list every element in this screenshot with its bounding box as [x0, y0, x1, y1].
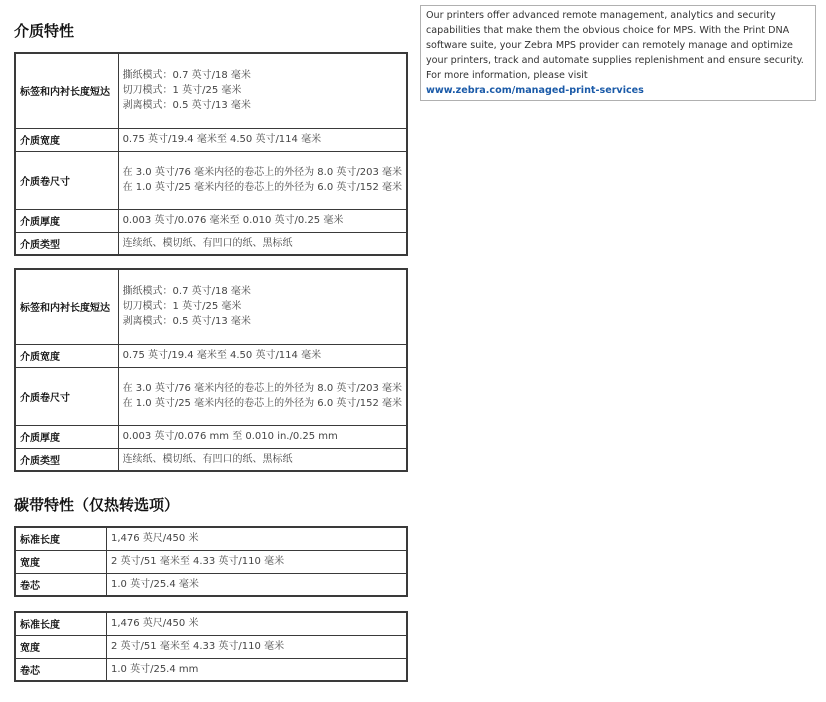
table-row — [15, 269, 407, 344]
table-row — [15, 448, 407, 471]
table-row — [15, 550, 407, 573]
table-row — [15, 612, 407, 635]
spec-value: 在 3.0 英寸/76 毫米内径的卷芯上的外径为 8.0 英寸/203 毫米 在 1.0 英寸/25 毫米内径的卷芯上的外径为 6.0 英寸/152 毫米 — [118, 367, 407, 425]
table-row — [15, 425, 407, 448]
spec-value: 1,476 英尺/450 米 — [107, 612, 408, 635]
table-row — [15, 367, 407, 425]
mps-link[interactable]: www.zebra.com/managed-print-services — [426, 85, 644, 96]
ribbon-section-title: 碳带特性（仅热转选项） — [14, 496, 180, 514]
spec-label: 介质类型 — [15, 448, 118, 471]
spec-value: 1,476 英尺/450 米 — [107, 527, 408, 550]
media-spec-table — [14, 52, 408, 256]
spec-label: 介质宽度 — [15, 128, 118, 151]
table-row — [15, 151, 407, 209]
spec-label: 介质卷尺寸 — [15, 367, 118, 425]
spec-label: 标准长度 — [15, 527, 107, 550]
table-row — [15, 128, 407, 151]
spec-value: 1.0 英寸/25.4 mm — [107, 658, 408, 681]
spec-value: 在 3.0 英寸/76 毫米内径的卷芯上的外径为 8.0 英寸/203 毫米 在 1.0 英寸/25 毫米内径的卷芯上的外径为 6.0 英寸/152 毫米 — [118, 151, 407, 209]
media-section-title: 介质特性 — [14, 22, 75, 40]
spec-label: 卷芯 — [15, 658, 107, 681]
spec-label: 介质厚度 — [15, 209, 118, 232]
table-row — [15, 209, 407, 232]
spec-value: 连续纸、模切纸、有凹口的纸、黑标纸 — [118, 448, 407, 471]
spec-label: 卷芯 — [15, 573, 107, 596]
spec-value: 0.75 英寸/19.4 毫米至 4.50 英寸/114 毫米 — [118, 344, 407, 367]
spec-value: 2 英寸/51 毫米至 4.33 英寸/110 毫米 — [107, 550, 408, 573]
media-spec-table — [14, 268, 408, 472]
spec-value: 0.003 英寸/0.076 mm 至 0.010 in./0.25 mm — [118, 425, 407, 448]
table-row — [15, 53, 407, 128]
spec-value: 1.0 英寸/25.4 毫米 — [107, 573, 408, 596]
table-row — [15, 344, 407, 367]
table-row — [15, 232, 407, 255]
table-row — [15, 635, 407, 658]
spec-label: 介质宽度 — [15, 344, 118, 367]
spec-label: 标准长度 — [15, 612, 107, 635]
spec-label: 宽度 — [15, 635, 107, 658]
spec-value: 撕纸模式：0.7 英寸/18 毫米 切刀模式：1 英寸/25 毫米 剥离模式：0.5 英寸/13 毫米 — [118, 269, 407, 344]
spec-label: 介质卷尺寸 — [15, 151, 118, 209]
spec-value: 0.75 英寸/19.4 毫米至 4.50 英寸/114 毫米 — [118, 128, 407, 151]
spec-value: 2 英寸/51 毫米至 4.33 英寸/110 毫米 — [107, 635, 408, 658]
mps-info-box — [420, 5, 816, 101]
table-row — [15, 527, 407, 550]
spec-label: 宽度 — [15, 550, 107, 573]
spec-label: 介质类型 — [15, 232, 118, 255]
spec-label: 介质厚度 — [15, 425, 118, 448]
ribbon-spec-table — [14, 611, 408, 682]
spec-value: 连续纸、模切纸、有凹口的纸、黑标纸 — [118, 232, 407, 255]
spec-value: 0.003 英寸/0.076 毫米至 0.010 英寸/0.25 毫米 — [118, 209, 407, 232]
mps-info-text: Our printers offer advanced remote management, analytics and security capabilities that make them the obvious choice for MPS. With the Print DNA software suite, your Zebra MPS provider can remotely manage and optimize your printers, track and automate supplies replenishment and ensure security. For more information, please visit — [426, 10, 804, 81]
table-row — [15, 658, 407, 681]
spec-value: 撕纸模式：0.7 英寸/18 毫米 切刀模式：1 英寸/25 毫米 剥离模式：0.5 英寸/13 毫米 — [118, 53, 407, 128]
table-row — [15, 573, 407, 596]
spec-label: 标签和内衬长度短达 — [15, 269, 118, 344]
ribbon-spec-table — [14, 526, 408, 597]
spec-label: 标签和内衬长度短达 — [15, 53, 118, 128]
